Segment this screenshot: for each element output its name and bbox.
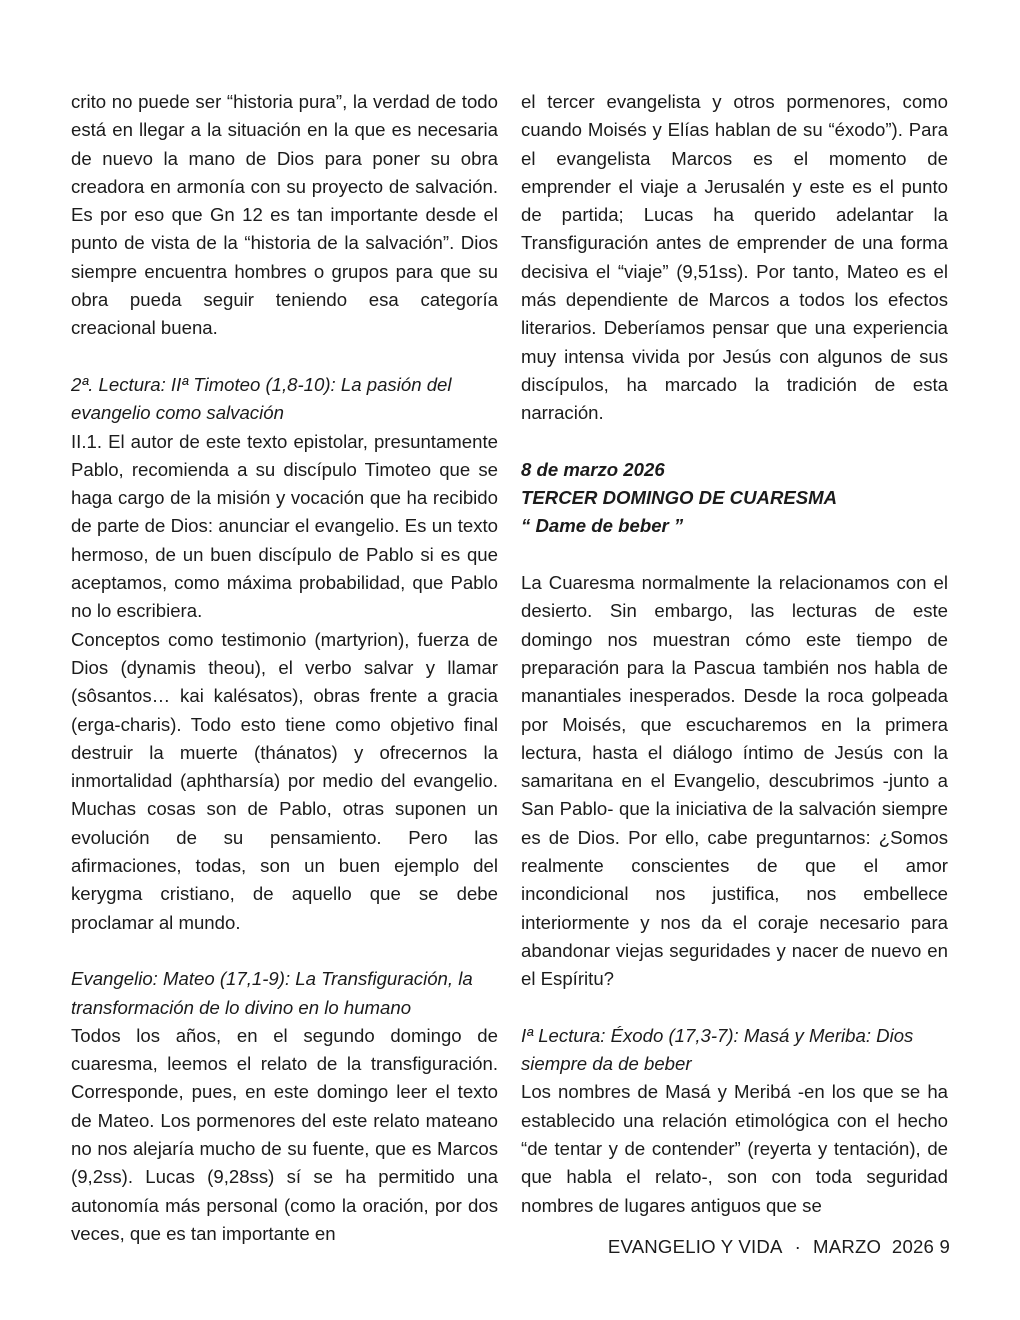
footer-separator: · (794, 1236, 802, 1257)
section-date: 8 de marzo 2026 (521, 458, 665, 480)
issue-date: MARZO 2026 (813, 1236, 935, 1257)
paragraph-tercer-evangelista: el tercer evangelista y otros pormenores, como cuando Moisés y Elías hablan de su “éxodo”). Para el evangelista Marcos es el momento de emprender el viaje a Jerusalén y este es el punto de partida; Lucas ha querido adelantar la Transfiguración antes de emprender de una forma decisiva el “viaje” (9,51ss). Por tanto, Mateo es el más dependiente de Marcos a todos los efectos literarios. Deberíamos pensar que una experiencia muy intensa vivida por Jesús con algunos de sus discípulos, ha marcado la tradición de esta narración. (521, 91, 948, 424)
paragraph-timoteo: II.1. El autor de este texto epistolar, presuntamente Pablo, recomienda a su discípulo Timoteo que se haga cargo de la misión y vocación que ha recibido de parte de Dios: anunciar el evangelio. Es un texto hermoso, de un buen discípulo de Pablo si es que aceptamos, como máxima probabilidad, que Pablo no lo escribiera. (71, 430, 498, 622)
section-motto: “ Dame de beber ” (521, 515, 684, 537)
heading-segunda-lectura: 2ª. Lectura: IIª Timoteo (1,8-10): La pasión del evangelio como salvación (71, 373, 452, 424)
publication-name: EVANGELIO Y VIDA (607, 1236, 783, 1257)
page-number: 9 (939, 1236, 950, 1257)
paragraph-masa-meriba: Los nombres de Masá y Meribá -en los que se ha establecido una relación etimológica con el hecho “de tentar y de contender” (reyerta y tentación), de que habla el relato-, son con toda seguridad nombres de lugares antiguos que se (521, 1081, 948, 1216)
paragraph-conceptos: Conceptos como testimonio (martyrion), fuerza de Dios (dynamis theou), el verbo salvar y llamar (sôsantos… kai kalésatos), obras frente a gracia (erga-charis). Todo esto tiene como objetivo final destruir la muerte (thánatos) y ofrecernos la inmortalidad (aphtharsía) por medio del evangelio. Muchas cosas son de Pablo, otras suponen un evolución de su pensamiento. Pero las afirmaciones, todas, son un buen ejemplo del kerygma cristiano, de aquello que se debe proclamar al mundo. (71, 628, 498, 933)
right-column (521, 88, 948, 1220)
paragraph-transfiguracion: Todos los años, en el segundo domingo de cuaresma, leemos el relato de la transfiguración. Corresponde, pues, en este domingo leer el texto de Mateo. Los pormenores del este relato mateano no nos alejaría mucho de su fuente, que es Marcos (9,2ss). Lucas (9,28ss) sí se ha permitido una autonomía más personal (como la oración, por dos veces, que es tan importante en (71, 1024, 498, 1244)
heading-primera-lectura: Iª Lectura: Éxodo (17,3-7): Masá y Meriba: Dios siempre da de beber (521, 1024, 914, 1075)
left-column (71, 88, 498, 1248)
section-title: TERCER DOMINGO DE CUARESMA (521, 487, 838, 509)
page-footer (608, 1236, 950, 1258)
paragraph-historia-pura: crito no puede ser “historia pura”, la verdad de todo está en llegar a la situación en la que es necesaria de nuevo la mano de Dios para poner su obra creadora en armonía con su proyecto de salvación. Es por eso que Gn 12 es tan importante desde el punto de vista de la “historia de la salvación”. Dios siempre encuentra hombres o grupos para que su obra pueda seguir teniendo esa categoría creacional buena. (71, 91, 498, 339)
heading-evangelio: Evangelio: Mateo (17,1-9): La Transfiguración, la transformación de lo divino en lo humano (71, 968, 473, 1018)
paragraph-cuaresma: La Cuaresma normalmente la relacionamos con el desierto. Sin embargo, las lecturas de este domingo nos muestran cómo este tiempo de preparación para la Pascua también nos habla de manantiales inesperados. Desde la roca golpeada por Moisés, que escucharemos en la primera lectura, hasta el diálogo íntimo de Jesús con la samaritana en el Evangelio, descubrimos -junto a San Pablo- que la iniciativa de la salvación siempre es de Dios. Por ello, cabe preguntarnos: ¿Somos realmente conscientes de que el amor incondicional nos justifica, nos embellece interiormente y nos da el coraje necesario para abandonar viejas seguridades y nacer de nuevo en el Espíritu? (521, 572, 948, 990)
